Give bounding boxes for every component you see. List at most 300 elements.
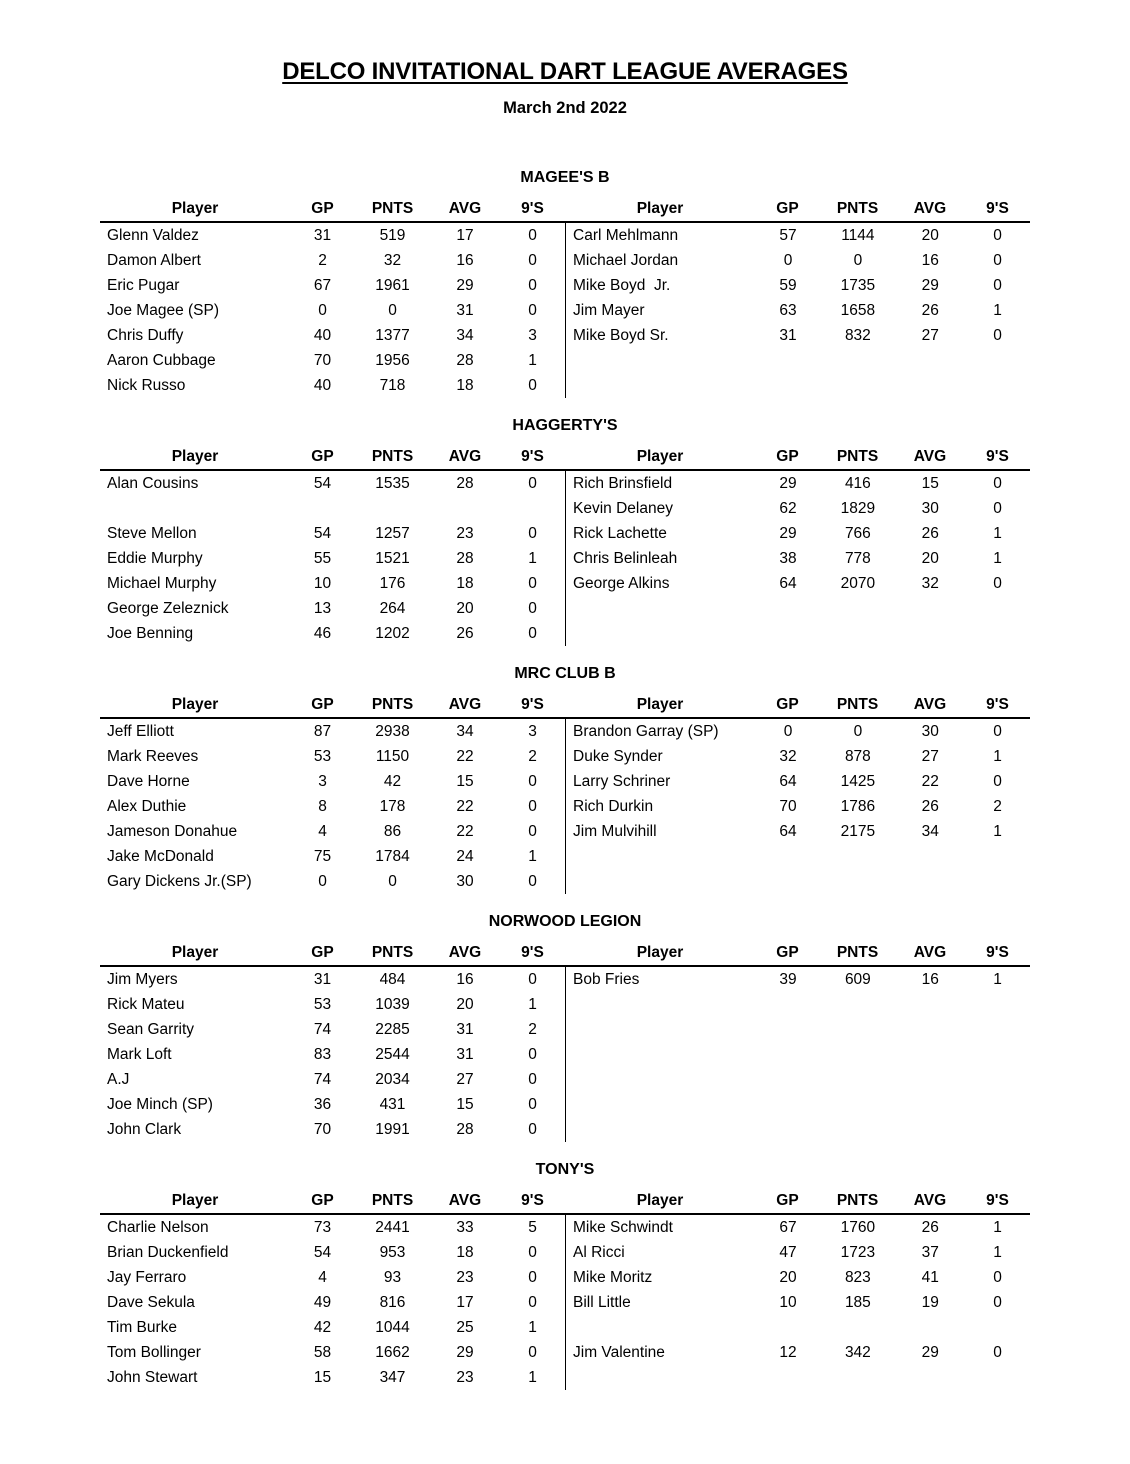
nines-cell: 0: [993, 773, 1002, 790]
player-name-cell: Steve Mellon: [107, 525, 197, 542]
table-row: [566, 521, 1030, 546]
avg-cell: 19: [921, 1294, 939, 1311]
player-column-header: Player: [171, 696, 219, 713]
table-row: [566, 794, 1030, 819]
table-row: [566, 1365, 1030, 1390]
avg-column-header: AVG: [913, 696, 947, 713]
avg-cell: 22: [921, 773, 939, 790]
table-header-row: [100, 443, 1030, 471]
player-name-cell: Jim Mulvihill: [573, 823, 657, 840]
nines-cell: 5: [528, 1219, 537, 1236]
avg-cell: 20: [921, 227, 939, 244]
avg-cell: 22: [456, 798, 474, 815]
avg-cell: 29: [921, 277, 939, 294]
table-body-half-right: [565, 1215, 1030, 1390]
pnts-cell: 0: [388, 302, 397, 319]
pnts-cell: 1735: [840, 277, 876, 294]
avg-cell: 30: [921, 723, 939, 740]
table-row: [100, 273, 565, 298]
avg-column-header: AVG: [448, 200, 482, 217]
gp-cell: 0: [318, 302, 327, 319]
player-column-header: Player: [636, 696, 684, 713]
gp-cell: 8: [318, 798, 327, 815]
table-body-half-right: [565, 223, 1030, 398]
gp-cell: 70: [313, 1121, 332, 1138]
gp-cell: 13: [313, 600, 332, 617]
player-name-cell: Glenn Valdez: [107, 227, 199, 244]
table-row: [566, 769, 1030, 794]
gp-cell: 58: [313, 1344, 332, 1361]
gp-cell: 67: [313, 277, 332, 294]
pnts-cell: 1044: [375, 1319, 410, 1336]
table-row: [566, 348, 1030, 373]
nines-cell: 0: [993, 1344, 1002, 1361]
player-name-cell: Eddie Murphy: [107, 550, 203, 567]
table-row: [566, 1315, 1030, 1340]
nines-cell: 2: [993, 798, 1002, 815]
nines-cell: 0: [528, 525, 537, 542]
table-row: [100, 1017, 565, 1042]
avg-cell: 29: [456, 277, 474, 294]
table-row: [566, 1265, 1030, 1290]
avg-column-header: AVG: [913, 448, 947, 465]
gp-cell: 57: [779, 227, 797, 244]
avg-cell: 26: [921, 525, 939, 542]
table-header-half: [100, 939, 565, 965]
table-header-half: [565, 195, 1030, 221]
table-row: [100, 992, 565, 1017]
table-row: [566, 471, 1030, 496]
table-body: [100, 967, 1030, 1142]
player-name-cell: Mike Moritz: [573, 1269, 653, 1286]
pnts-cell: 1760: [840, 1219, 876, 1236]
gp-cell: 47: [779, 1244, 797, 1261]
pnts-cell: 1377: [375, 327, 410, 344]
player-column-header: Player: [171, 448, 219, 465]
pnts-cell: 766: [844, 525, 871, 542]
nines-cell: 1: [993, 1244, 1002, 1261]
player-name-cell: Mike Schwindt: [573, 1219, 673, 1236]
player-name-cell: Rick Lachette: [573, 525, 667, 542]
gp-cell: 40: [313, 377, 332, 394]
nines-cell: 3: [528, 327, 537, 344]
player-name-cell: Jeff Elliott: [107, 723, 174, 740]
player-name-cell: George Zeleznick: [107, 600, 229, 617]
avg-cell: 29: [456, 1344, 474, 1361]
table-row: [566, 223, 1030, 248]
gp-cell: 29: [779, 475, 797, 492]
table-body-half-left: [100, 471, 565, 646]
table-row: [100, 223, 565, 248]
pnts-cell: 431: [379, 1096, 406, 1113]
nines-cell: 0: [528, 1121, 537, 1138]
avg-cell: 29: [921, 1344, 939, 1361]
gp-column-header: GP: [776, 448, 799, 465]
table-row: [566, 1067, 1030, 1092]
nines-cell: 0: [528, 971, 537, 988]
pnts-cell: 176: [379, 575, 406, 592]
table-header-row: [100, 195, 1030, 223]
page-date: March 2nd 2022: [503, 99, 627, 117]
pnts-column-header: PNTS: [836, 696, 879, 713]
gp-cell: 75: [313, 848, 332, 865]
player-name-cell: John Clark: [107, 1121, 182, 1138]
nines-cell: 1: [993, 550, 1002, 567]
table-row: [100, 1117, 565, 1142]
player-name-cell: Alan Cousins: [107, 475, 199, 492]
player-name-cell: Michael Murphy: [107, 575, 217, 592]
avg-cell: 18: [456, 575, 474, 592]
nines-column-header: 9'S: [521, 1192, 544, 1209]
avg-cell: 22: [456, 748, 474, 765]
table-row: [566, 1117, 1030, 1142]
pnts-column-header: PNTS: [836, 448, 879, 465]
table-row: [566, 621, 1030, 646]
table-row: [566, 1240, 1030, 1265]
gp-cell: 10: [779, 1294, 797, 1311]
avg-cell: 15: [456, 1096, 474, 1113]
table-row: [100, 744, 565, 769]
table-row: [100, 1215, 565, 1240]
gp-cell: 64: [779, 773, 797, 790]
player-name-cell: Tim Burke: [107, 1319, 178, 1336]
nines-column-header: 9'S: [986, 448, 1009, 465]
table-row: [100, 621, 565, 646]
player-column-header: Player: [171, 200, 219, 217]
nines-cell: 1: [528, 848, 537, 865]
pnts-cell: 823: [844, 1269, 871, 1286]
pnts-cell: 1535: [375, 475, 410, 492]
nines-column-header: 9'S: [986, 944, 1009, 961]
gp-cell: 67: [779, 1219, 797, 1236]
table-row: [100, 571, 565, 596]
table-row: [566, 373, 1030, 398]
league-section: [100, 168, 1030, 398]
avg-cell: 26: [921, 302, 939, 319]
pnts-cell: 32: [383, 252, 402, 269]
gp-column-header: GP: [311, 448, 334, 465]
nines-cell: 0: [993, 1269, 1002, 1286]
avg-cell: 27: [456, 1071, 474, 1088]
player-name-cell: Jay Ferraro: [107, 1269, 187, 1286]
document-page: [100, 0, 1030, 1390]
gp-cell: 74: [313, 1071, 332, 1088]
table-row: [100, 546, 565, 571]
pnts-cell: 0: [853, 723, 863, 740]
nines-column-header: 9'S: [986, 696, 1009, 713]
nines-cell: 0: [528, 1096, 537, 1113]
gp-column-header: GP: [776, 696, 799, 713]
section-title: HAGGERTY'S: [512, 417, 618, 434]
table-row: [100, 348, 565, 373]
pnts-cell: 1144: [841, 227, 875, 244]
avg-cell: 34: [456, 327, 474, 344]
player-name-cell: Mike Boyd Jr.: [573, 277, 671, 294]
gp-cell: 4: [318, 823, 327, 840]
avg-column-header: AVG: [448, 1192, 482, 1209]
gp-column-header: GP: [311, 1192, 334, 1209]
pnts-cell: 1521: [375, 550, 410, 567]
avg-cell: 23: [456, 1369, 474, 1386]
avg-cell: 16: [921, 971, 939, 988]
table-row: [100, 794, 565, 819]
sections-container: [100, 168, 1030, 1390]
table-row: [100, 373, 565, 398]
avg-cell: 31: [456, 1046, 474, 1063]
player-name-cell: Nick Russo: [107, 377, 186, 394]
player-name-cell: Joe Magee (SP): [107, 302, 219, 319]
player-name-cell: Joe Benning: [107, 625, 194, 642]
pnts-cell: 178: [379, 798, 406, 815]
avg-column-header: AVG: [913, 1192, 947, 1209]
player-name-cell: Rich Brinsfield: [573, 475, 673, 492]
table-row: [100, 844, 565, 869]
table-row: [566, 1340, 1030, 1365]
avg-column-header: AVG: [448, 696, 482, 713]
table-row: [100, 1340, 565, 1365]
avg-cell: 15: [921, 475, 939, 492]
player-name-cell: Rick Mateu: [107, 996, 185, 1013]
pnts-cell: 185: [844, 1294, 871, 1311]
gp-cell: 15: [313, 1369, 332, 1386]
player-name-cell: Michael Jordan: [573, 252, 679, 269]
avg-column-header: AVG: [913, 944, 947, 961]
avg-cell: 41: [921, 1269, 939, 1286]
nines-cell: 1: [528, 550, 537, 567]
avg-column-header: AVG: [913, 200, 947, 217]
nines-cell: 0: [528, 1344, 537, 1361]
section-title: MRC CLUB B: [514, 665, 616, 682]
pnts-cell: 0: [853, 252, 863, 269]
pnts-cell: 484: [379, 971, 406, 988]
table-body: [100, 1215, 1030, 1390]
avg-cell: 28: [456, 550, 474, 567]
player-name-cell: Brandon Garray (SP): [573, 723, 719, 740]
table-row: [100, 1042, 565, 1067]
table-row: [566, 1092, 1030, 1117]
gp-cell: 31: [313, 971, 332, 988]
table-body-half-left: [100, 1215, 565, 1390]
table-row: [100, 1092, 565, 1117]
pnts-cell: 1956: [375, 352, 410, 369]
table-row: [566, 323, 1030, 348]
player-name-cell: Larry Schriner: [573, 773, 671, 790]
pnts-cell: 2285: [375, 1021, 410, 1038]
player-name-cell: Joe Minch (SP): [107, 1096, 213, 1113]
table-body-half-right: [565, 719, 1030, 894]
gp-cell: 29: [779, 525, 797, 542]
table-row: [100, 1365, 565, 1390]
nines-cell: 0: [528, 252, 537, 269]
page-title: DELCO INVITATIONAL DART LEAGUE AVERAGES: [282, 58, 848, 85]
gp-cell: 70: [779, 798, 797, 815]
player-name-cell: Charlie Nelson: [107, 1219, 209, 1236]
pnts-cell: 1829: [840, 500, 876, 517]
player-name-cell: Eric Pugar: [107, 277, 180, 294]
nines-cell: 1: [528, 1369, 537, 1386]
pnts-cell: 1202: [375, 625, 410, 642]
pnts-column-header: PNTS: [836, 944, 879, 961]
avg-cell: 28: [456, 475, 474, 492]
nines-cell: 0: [528, 475, 537, 492]
nines-column-header: 9'S: [521, 200, 544, 217]
table-row: [100, 521, 565, 546]
section-title: MAGEE'S B: [520, 169, 610, 186]
avg-cell: 27: [921, 748, 939, 765]
avg-cell: 15: [456, 773, 474, 790]
avg-cell: 23: [456, 1269, 474, 1286]
player-column-header: Player: [636, 200, 684, 217]
pnts-column-header: PNTS: [836, 200, 879, 217]
pnts-cell: 2544: [375, 1046, 410, 1063]
table-row: [100, 1290, 565, 1315]
gp-cell: 53: [313, 996, 332, 1013]
gp-cell: 31: [313, 227, 332, 244]
avg-cell: 26: [456, 625, 474, 642]
player-name-cell: Damon Albert: [107, 252, 201, 269]
avg-cell: 30: [921, 500, 939, 517]
pnts-cell: 93: [383, 1269, 402, 1286]
player-name-cell: Mike Boyd Sr.: [573, 327, 669, 344]
gp-cell: 74: [313, 1021, 332, 1038]
nines-cell: 1: [993, 1219, 1002, 1236]
table-header-half: [565, 939, 1030, 965]
table-row: [566, 869, 1030, 894]
player-name-cell: Rich Durkin: [573, 798, 654, 815]
avg-cell: 31: [456, 1021, 474, 1038]
gp-cell: 55: [313, 550, 332, 567]
avg-cell: 20: [921, 550, 939, 567]
nines-cell: 1: [528, 996, 537, 1013]
nines-column-header: 9'S: [986, 1192, 1009, 1209]
nines-cell: 1: [528, 352, 537, 369]
avg-cell: 26: [921, 798, 939, 815]
table-row: [566, 273, 1030, 298]
pnts-cell: 416: [844, 475, 871, 492]
table-row: [100, 1315, 565, 1340]
pnts-cell: 718: [379, 377, 406, 394]
pnts-cell: 1784: [375, 848, 410, 865]
nines-cell: 0: [993, 1294, 1002, 1311]
nines-cell: 1: [993, 823, 1002, 840]
nines-cell: 0: [528, 227, 537, 244]
pnts-cell: 2175: [840, 823, 876, 840]
gp-cell: 2: [318, 252, 327, 269]
player-name-cell: Chris Duffy: [107, 327, 184, 344]
pnts-cell: 347: [379, 1369, 406, 1386]
table-row: [566, 546, 1030, 571]
gp-cell: 73: [313, 1219, 332, 1236]
table-row: [566, 596, 1030, 621]
avg-cell: 23: [456, 525, 474, 542]
gp-cell: 54: [313, 1244, 332, 1261]
nines-cell: 2: [528, 1021, 537, 1038]
league-section: [100, 664, 1030, 894]
gp-cell: 46: [313, 625, 332, 642]
player-name-cell: Brian Duckenfield: [107, 1244, 229, 1261]
nines-cell: 0: [993, 723, 1002, 740]
table-row: [566, 744, 1030, 769]
player-name-cell: John Stewart: [107, 1369, 198, 1386]
nines-cell: 0: [993, 575, 1002, 592]
player-name-cell: Dave Horne: [107, 773, 190, 790]
avg-cell: 18: [456, 1244, 474, 1261]
pnts-cell: 1039: [375, 996, 410, 1013]
avg-cell: 17: [456, 227, 474, 244]
gp-column-header: GP: [311, 200, 334, 217]
nines-cell: 0: [528, 1294, 537, 1311]
player-column-header: Player: [636, 944, 684, 961]
gp-column-header: GP: [776, 944, 799, 961]
table-row: [100, 869, 565, 894]
player-name-cell: Dave Sekula: [107, 1294, 195, 1311]
pnts-cell: 0: [388, 873, 397, 890]
table-body-half-left: [100, 967, 565, 1142]
nines-cell: 0: [528, 377, 537, 394]
player-name-cell: Tom Bollinger: [107, 1344, 201, 1361]
table-body: [100, 719, 1030, 894]
section-title: NORWOOD LEGION: [488, 913, 642, 930]
nines-cell: 0: [528, 873, 537, 890]
player-name-cell: Chris Belinleah: [573, 550, 678, 567]
gp-cell: 20: [779, 1269, 797, 1286]
gp-cell: 54: [313, 475, 332, 492]
gp-cell: 0: [783, 252, 793, 269]
table-row: [566, 298, 1030, 323]
nines-cell: 0: [528, 625, 537, 642]
avg-cell: 25: [456, 1319, 474, 1336]
avg-cell: 34: [921, 823, 939, 840]
table-row: [566, 967, 1030, 992]
table-row: [100, 496, 565, 521]
table-header-half: [100, 195, 565, 221]
gp-cell: 70: [313, 352, 332, 369]
avg-cell: 30: [456, 873, 474, 890]
player-name-cell: Jake McDonald: [107, 848, 214, 865]
table-row: [566, 1215, 1030, 1240]
avg-cell: 26: [921, 1219, 939, 1236]
table-header-row: [100, 1187, 1030, 1215]
player-name-cell: Alex Duthie: [107, 798, 187, 815]
pnts-column-header: PNTS: [371, 696, 414, 713]
player-name-cell: Kevin Delaney: [573, 500, 673, 517]
gp-cell: 40: [313, 327, 332, 344]
pnts-cell: 2441: [375, 1219, 410, 1236]
table-header-half: [565, 691, 1030, 717]
nines-cell: 0: [528, 600, 537, 617]
table-row: [566, 719, 1030, 744]
avg-cell: 16: [456, 252, 474, 269]
gp-cell: 31: [779, 327, 797, 344]
pnts-cell: 2938: [375, 723, 410, 740]
avg-cell: 16: [921, 252, 939, 269]
nines-cell: 0: [528, 773, 537, 790]
nines-cell: 0: [528, 798, 537, 815]
gp-cell: 32: [779, 748, 797, 765]
table-row: [100, 1067, 565, 1092]
gp-cell: 42: [313, 1319, 332, 1336]
pnts-column-header: PNTS: [371, 1192, 414, 1209]
nines-cell: 1: [993, 302, 1002, 319]
table-row: [100, 1265, 565, 1290]
avg-cell: 33: [456, 1219, 474, 1236]
avg-cell: 37: [921, 1244, 939, 1261]
nines-cell: 0: [528, 1269, 537, 1286]
nines-cell: 0: [993, 327, 1002, 344]
player-name-cell: Jim Valentine: [573, 1344, 665, 1361]
pnts-cell: 1723: [840, 1244, 876, 1261]
nines-cell: 1: [993, 971, 1002, 988]
